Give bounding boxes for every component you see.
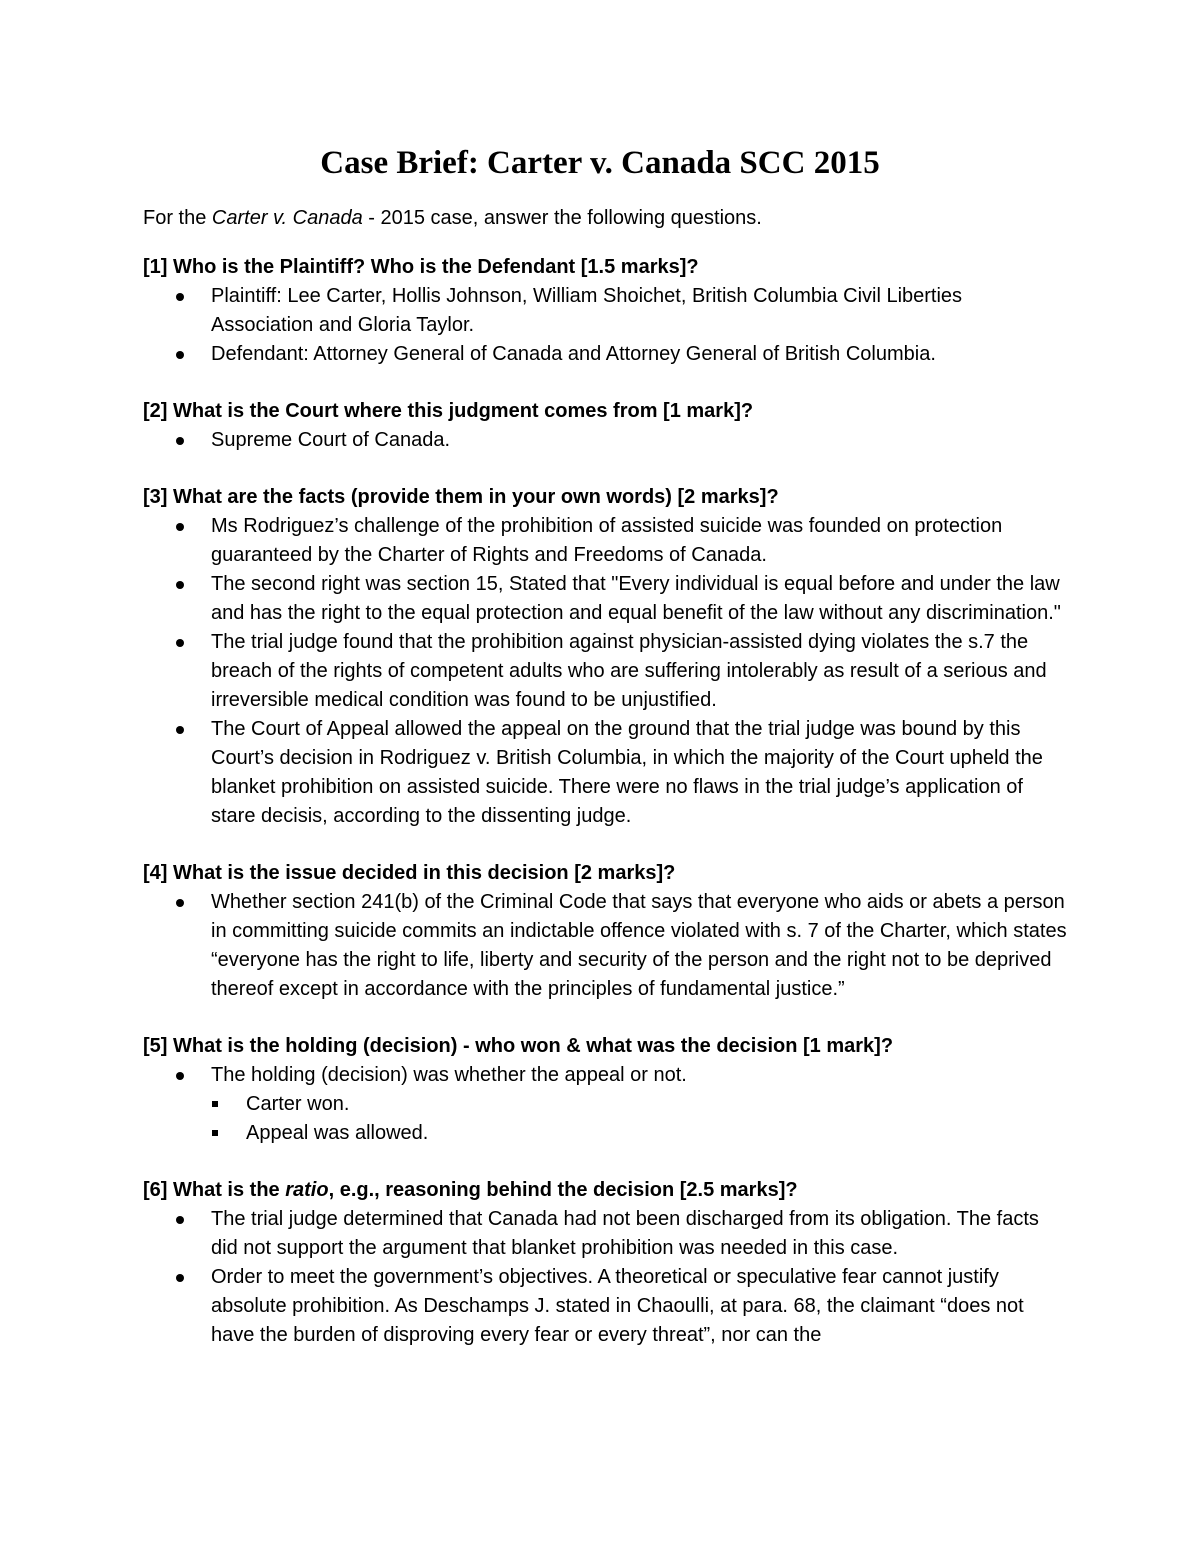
question-section-5	[143, 1032, 1068, 1148]
bullet-icon	[176, 581, 184, 589]
intro-case-name: Carter v. Canada	[211, 207, 363, 229]
sub-answer-text: Appeal was allowed.	[246, 1122, 429, 1144]
answer-list	[143, 1061, 1068, 1090]
square-bullet-icon	[212, 1101, 218, 1107]
bullet-icon	[176, 1274, 184, 1282]
bullet-icon	[176, 1072, 184, 1080]
sub-answer-list	[143, 1090, 1068, 1148]
answer-item	[143, 888, 1068, 1004]
question-heading: [5] What is the holding (decision) - who won & what was the decision [1 mark]?	[143, 1035, 894, 1057]
answer-item	[143, 570, 1068, 628]
answer-item	[143, 1205, 1068, 1263]
answer-item	[143, 628, 1068, 715]
document-body	[143, 204, 1068, 1378]
answer-list	[143, 282, 1068, 369]
answer-text: The holding (decision) was whether the appeal or not.	[211, 1064, 687, 1086]
question-section-3	[143, 483, 1068, 831]
document-title: Case Brief: Carter v. Canada SCC 2015	[320, 145, 880, 181]
answer-text: The Court of Appeal allowed the appeal on the ground that the trial judge was bound by this Court’s decision in Rodriguez v. British Columbia, in which the majority of the Court upheld the blanket prohibition on assisted suicide. There were no flaws in the trial judge’s application of stare decisis, according to the dissenting judge.	[211, 718, 1043, 827]
question-heading: [4] What is the issue decided in this decision [2 marks]?	[143, 862, 676, 884]
answer-text: The trial judge determined that Canada had not been discharged from its obligation. The facts did not support the argument that blanket prohibition was needed in this case.	[211, 1208, 1039, 1259]
question-heading	[143, 1176, 1068, 1205]
question-section-6	[143, 1176, 1068, 1350]
answer-text: Whether section 241(b) of the Criminal Code that says that everyone who aids or abets a person in committing suicide commits an indictable offence violated with s. 7 of the Charter, which states “everyone has the right to life, liberty and security of the person and the right not to be deprived thereof except in accordance with the principles of fundamental justice.”	[211, 891, 1067, 1000]
answer-item	[143, 426, 1068, 455]
question-italic-term: ratio	[285, 1179, 329, 1201]
answer-item	[143, 282, 1068, 340]
answer-item	[143, 1061, 1068, 1090]
intro-paragraph	[143, 204, 1068, 233]
answer-list	[143, 512, 1068, 831]
question-heading: [1] Who is the Plaintiff? Who is the Defendant [1.5 marks]?	[143, 256, 699, 278]
answer-list	[143, 1205, 1068, 1350]
answer-list	[143, 426, 1068, 455]
answer-item	[143, 340, 1068, 369]
answer-text: Supreme Court of Canada.	[211, 429, 451, 451]
question-section-1	[143, 253, 1068, 369]
square-bullet-icon	[212, 1130, 218, 1136]
bullet-icon	[176, 293, 184, 301]
answer-item	[143, 715, 1068, 831]
answer-item	[143, 1263, 1068, 1350]
sub-answer-text: Carter won.	[246, 1093, 350, 1115]
bullet-icon	[176, 1216, 184, 1224]
sub-answer-item	[143, 1090, 1068, 1119]
answer-text: Plaintiff: Lee Carter, Hollis Johnson, William Shoichet, British Columbia Civil Liberties Association and Gloria Taylor.	[211, 285, 963, 336]
question-heading: [2] What is the Court where this judgment comes from [1 mark]?	[143, 400, 754, 422]
answer-item	[143, 512, 1068, 570]
bullet-icon	[176, 639, 184, 647]
answer-text: Ms Rodriguez’s challenge of the prohibition of assisted suicide was founded on protection guaranteed by the Charter of Rights and Freedoms of Canada.	[211, 515, 1003, 566]
answer-text: The trial judge found that the prohibition against physician-assisted dying violates the s.7 the breach of the rights of competent adults who are suffering intolerably as result of a serious and irreversible medical condition was found to be unjustified.	[211, 631, 1047, 711]
bullet-icon	[176, 351, 184, 359]
bullet-icon	[176, 899, 184, 907]
bullet-icon	[176, 726, 184, 734]
question-suffix: , e.g., reasoning behind the decision [2.5 marks]?	[328, 1179, 798, 1201]
answer-text: Order to meet the government’s objectives. A theoretical or speculative fear cannot justify absolute prohibition. As Deschamps J. stated in Chaoulli, at para. 68, the claimant “does not have the burden of disproving every fear or every threat”, nor can the	[211, 1266, 1024, 1346]
question-prefix: [6] What is the	[143, 1179, 286, 1201]
answer-text: Defendant: Attorney General of Canada and Attorney General of British Columbia.	[211, 343, 936, 365]
sub-answer-item	[143, 1119, 1068, 1148]
answer-text: The second right was section 15, Stated that "Every individual is equal before and under the law and has the right to the equal protection and equal benefit of the law without any discrimination."	[211, 573, 1061, 624]
answer-list	[143, 888, 1068, 1004]
question-section-4	[143, 859, 1068, 1004]
intro-suffix: - 2015 case, answer the following questions.	[362, 207, 762, 229]
intro-prefix: For the	[143, 207, 212, 229]
bullet-icon	[176, 523, 184, 531]
question-heading: [3] What are the facts (provide them in your own words) [2 marks]?	[143, 486, 779, 508]
bullet-icon	[176, 437, 184, 445]
question-section-2	[143, 397, 1068, 455]
